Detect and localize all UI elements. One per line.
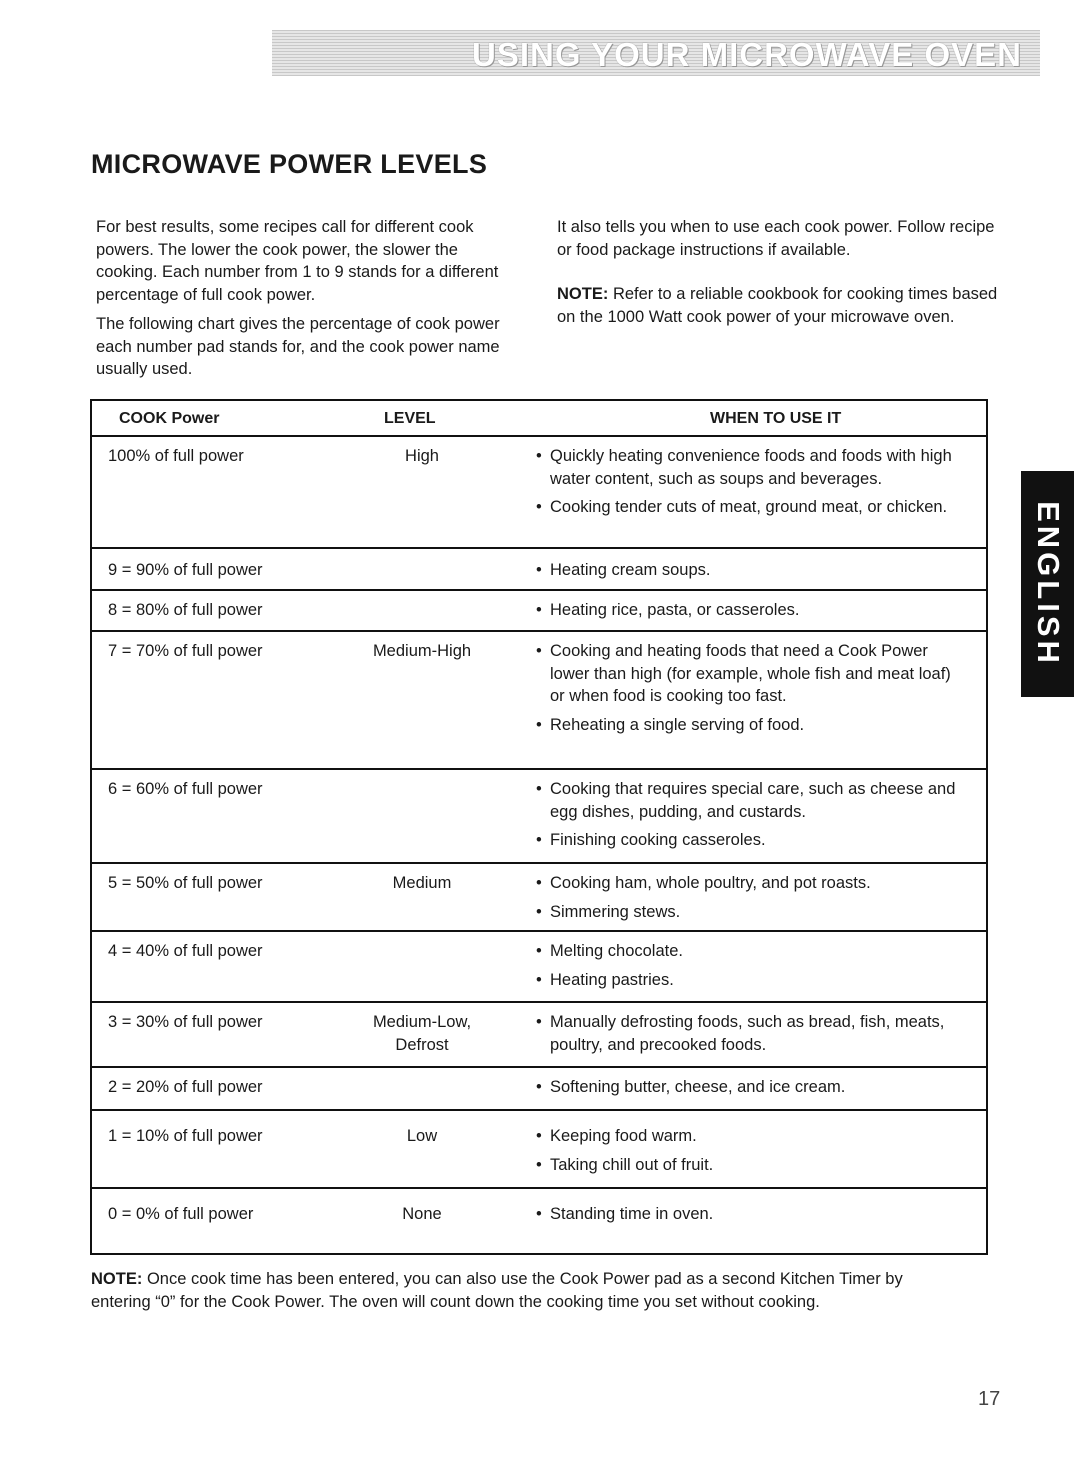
power-levels-table bbox=[90, 399, 988, 1255]
header-level: LEVEL bbox=[384, 410, 436, 427]
intro-paragraph: The following chart gives the percentage of cook power each number pad stands for, and the cook power name usually used. bbox=[96, 315, 500, 378]
cell-cook-power: 8 = 80% of full power bbox=[108, 601, 263, 619]
use-bullet: • Cooking and heating foods that need a Cook Power lower than high (for example, whole fish and meat loaf) or when food is cooking too fast. bbox=[536, 640, 966, 708]
table-row bbox=[92, 1111, 986, 1189]
use-bullet: • Quickly heating convenience foods and foods with high water content, such as soups and beverages. bbox=[536, 445, 966, 490]
use-bullet: • Finishing cooking casseroles. bbox=[536, 829, 966, 852]
footer-note-text: Once cook time has been entered, you can also use the Cook Power pad as a second Kitchen Timer by entering “0” for the Cook Power. The oven will count down the cooking time you set without cooking. bbox=[91, 1270, 903, 1311]
cell-cook-power: 0 = 0% of full power bbox=[108, 1205, 254, 1223]
cell-when-to-use bbox=[536, 778, 966, 858]
cell-cook-power: 4 = 40% of full power bbox=[108, 942, 263, 960]
table-row bbox=[92, 932, 986, 1003]
language-tab-label: ENGLISH bbox=[1030, 501, 1066, 667]
intro-left-column bbox=[96, 216, 516, 388]
footer-note-label: NOTE: bbox=[91, 1270, 143, 1288]
table-row bbox=[92, 1068, 986, 1111]
page-number: 17 bbox=[978, 1388, 1001, 1410]
table-row bbox=[92, 632, 986, 770]
cell-level: Medium bbox=[392, 874, 452, 892]
cell-level: Medium-High bbox=[372, 642, 472, 660]
intro-paragraph: For best results, some recipes call for different cook powers. The lower the cook power, the slower the cooking. Each number from 1 to 9 stands for a different percentage of full cook power. bbox=[96, 218, 499, 304]
cell-when-to-use bbox=[536, 599, 966, 628]
footer-note bbox=[91, 1268, 921, 1313]
cell-when-to-use bbox=[536, 445, 966, 525]
use-bullet: • Simmering stews. bbox=[536, 901, 966, 924]
table-header bbox=[92, 401, 986, 437]
table-row bbox=[92, 864, 986, 932]
header-cook-power: COOK Power bbox=[119, 410, 220, 427]
table-row bbox=[92, 1189, 986, 1273]
cell-when-to-use bbox=[536, 640, 966, 742]
use-bullet: • Cooking that requires special care, such as cheese and egg dishes, pudding, and custards. bbox=[536, 778, 966, 823]
table-row bbox=[92, 591, 986, 632]
cell-cook-power: 1 = 10% of full power bbox=[108, 1127, 263, 1145]
cell-when-to-use bbox=[536, 1125, 966, 1182]
use-bullet: • Heating pastries. bbox=[536, 969, 966, 992]
cell-cook-power: 2 = 20% of full power bbox=[108, 1078, 263, 1096]
language-tab bbox=[1021, 471, 1074, 697]
use-bullet: • Heating rice, pasta, or casseroles. bbox=[536, 599, 966, 622]
use-bullet: • Reheating a single serving of food. bbox=[536, 714, 966, 737]
cell-when-to-use bbox=[536, 559, 966, 588]
intro-right-column bbox=[557, 216, 1002, 335]
cell-when-to-use bbox=[536, 872, 966, 929]
use-bullet: • Taking chill out of fruit. bbox=[536, 1154, 966, 1177]
cell-level: Low bbox=[406, 1127, 438, 1145]
cell-level: None bbox=[402, 1205, 442, 1223]
table-body bbox=[92, 437, 986, 1273]
use-bullet: • Cooking ham, whole poultry, and pot roasts. bbox=[536, 872, 966, 895]
cell-when-to-use bbox=[536, 1203, 966, 1232]
use-bullet: • Melting chocolate. bbox=[536, 940, 966, 963]
table-row bbox=[92, 437, 986, 549]
table-row bbox=[92, 770, 986, 864]
use-bullet: • Manually defrosting foods, such as bread, fish, meats, poultry, and precooked foods. bbox=[536, 1011, 966, 1056]
page-title: MICROWAVE POWER LEVELS bbox=[91, 149, 488, 179]
cell-level: Medium-Low, Defrost bbox=[372, 1013, 472, 1054]
cell-level: High bbox=[405, 447, 439, 465]
note-text: Refer to a reliable cookbook for cooking times based on the 1000 Watt cook power of your microwave oven. bbox=[557, 285, 998, 326]
note-label: NOTE: bbox=[557, 285, 609, 303]
cell-cook-power: 7 = 70% of full power bbox=[108, 642, 263, 660]
cell-when-to-use bbox=[536, 940, 966, 997]
use-bullet: • Standing time in oven. bbox=[536, 1203, 966, 1226]
use-bullet: • Cooking tender cuts of meat, ground meat, or chicken. bbox=[536, 496, 966, 519]
table-row bbox=[92, 549, 986, 591]
use-bullet: • Softening butter, cheese, and ice cream. bbox=[536, 1076, 966, 1099]
cell-cook-power: 3 = 30% of full power bbox=[108, 1013, 263, 1031]
intro-paragraph: It also tells you when to use each cook power. Follow recipe or food package instructions if available. bbox=[557, 218, 995, 259]
cell-when-to-use bbox=[536, 1011, 966, 1062]
section-banner bbox=[272, 30, 1040, 76]
cell-when-to-use bbox=[536, 1076, 966, 1105]
section-banner-title: USING YOUR MICROWAVE OVEN bbox=[471, 36, 1022, 73]
cell-cook-power: 100% of full power bbox=[108, 447, 244, 465]
use-bullet: • Heating cream soups. bbox=[536, 559, 966, 582]
header-when-to-use: WHEN TO USE IT bbox=[710, 410, 842, 427]
cell-cook-power: 9 = 90% of full power bbox=[108, 561, 263, 579]
table-row bbox=[92, 1003, 986, 1068]
use-bullet: • Keeping food warm. bbox=[536, 1125, 966, 1148]
cell-cook-power: 5 = 50% of full power bbox=[108, 874, 263, 892]
cell-cook-power: 6 = 60% of full power bbox=[108, 780, 263, 798]
intro-note bbox=[557, 283, 1002, 328]
